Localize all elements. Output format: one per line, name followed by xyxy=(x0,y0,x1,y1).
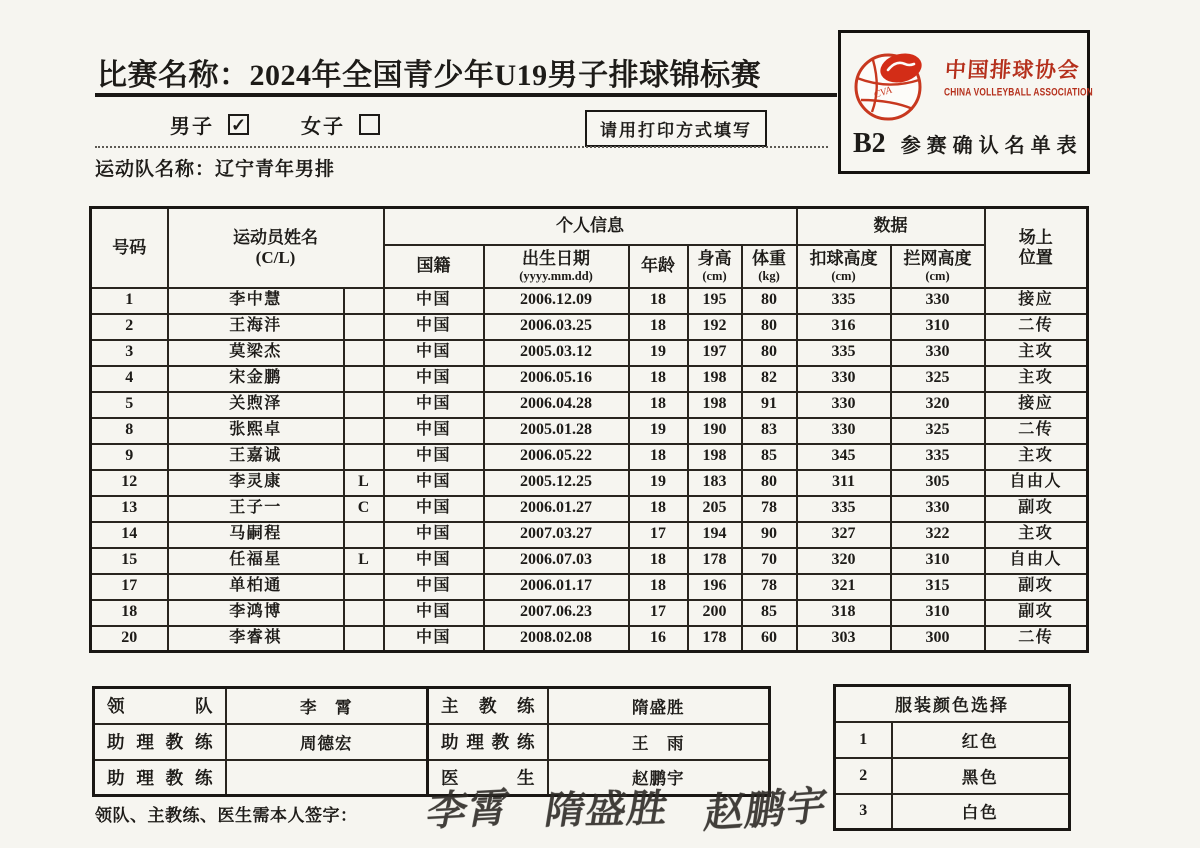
cell-number: 1 xyxy=(91,288,168,314)
roster-row xyxy=(91,288,1088,314)
cell-name: 王海沣 xyxy=(168,314,344,340)
cell-spike-height: 316 xyxy=(797,314,891,340)
cell-weight: 82 xyxy=(742,366,797,392)
cell-weight: 85 xyxy=(742,444,797,470)
cell-number: 13 xyxy=(91,496,168,522)
handwritten-signature: 赵鹏宇 xyxy=(701,782,831,837)
cell-height: 196 xyxy=(688,574,742,600)
uniform-option-number: 1 xyxy=(835,722,892,758)
cell-block-height: 325 xyxy=(891,366,985,392)
cell-weight: 80 xyxy=(742,314,797,340)
cell-weight: 60 xyxy=(742,626,797,652)
cell-spike-height: 311 xyxy=(797,470,891,496)
cell-name: 王嘉诚 xyxy=(168,444,344,470)
cell-position: 副攻 xyxy=(985,496,1088,522)
cell-name: 宋金鹏 xyxy=(168,366,344,392)
cell-number: 17 xyxy=(91,574,168,600)
uniform-color-table xyxy=(833,684,1071,831)
uniform-table-title: 服装颜色选择 xyxy=(835,686,1070,722)
cell-captain-libero xyxy=(344,626,384,652)
cell-captain-libero xyxy=(344,600,384,626)
cell-captain-libero xyxy=(344,522,384,548)
cell-birthdate: 2006.01.27 xyxy=(484,496,629,522)
staff-role-label: 领队 xyxy=(94,688,226,724)
cell-captain-libero: L xyxy=(344,548,384,574)
cell-weight: 70 xyxy=(742,548,797,574)
header-spike-height: 扣球高度 (cm) xyxy=(797,245,891,288)
volleyball-logo-icon xyxy=(851,46,929,124)
cell-name: 李灵康 xyxy=(168,470,344,496)
cell-birthdate: 2006.04.28 xyxy=(484,392,629,418)
cell-birthdate: 2007.06.23 xyxy=(484,600,629,626)
cell-birthdate: 2007.03.27 xyxy=(484,522,629,548)
cell-birthdate: 2006.05.22 xyxy=(484,444,629,470)
header-name: 运动员姓名 (C/L) xyxy=(168,208,384,288)
roster-row xyxy=(91,574,1088,600)
cell-age: 18 xyxy=(629,496,688,522)
roster-table xyxy=(89,206,1089,653)
cell-block-height: 335 xyxy=(891,444,985,470)
cell-captain-libero xyxy=(344,418,384,444)
cell-name: 单柏通 xyxy=(168,574,344,600)
cell-block-height: 310 xyxy=(891,548,985,574)
print-instruction-box: 请用打印方式填写 xyxy=(585,110,767,147)
cell-height: 198 xyxy=(688,366,742,392)
cell-captain-libero xyxy=(344,340,384,366)
cell-weight: 80 xyxy=(742,470,797,496)
handwritten-signature: 李霄 xyxy=(423,784,514,835)
roster-table-body xyxy=(91,288,1088,652)
cell-block-height: 310 xyxy=(891,314,985,340)
staff-role-label: 助理教练 xyxy=(94,760,226,796)
uniform-option-number: 2 xyxy=(835,758,892,794)
cell-birthdate: 2008.02.08 xyxy=(484,626,629,652)
roster-row xyxy=(91,470,1088,496)
cell-position: 副攻 xyxy=(985,600,1088,626)
cell-block-height: 330 xyxy=(891,288,985,314)
staff-role-value xyxy=(226,760,428,796)
cell-weight: 91 xyxy=(742,392,797,418)
cell-block-height: 300 xyxy=(891,626,985,652)
cell-weight: 78 xyxy=(742,496,797,522)
cell-age: 19 xyxy=(629,418,688,444)
cell-position: 主攻 xyxy=(985,522,1088,548)
association-name-cn: 中国排球协会 xyxy=(944,58,1081,82)
cell-nationality: 中国 xyxy=(384,522,484,548)
cell-position: 自由人 xyxy=(985,470,1088,496)
staff-role-label: 助理教练 xyxy=(94,724,226,760)
cell-birthdate: 2006.12.09 xyxy=(484,288,629,314)
cell-captain-libero: L xyxy=(344,470,384,496)
uniform-option-color: 红色 xyxy=(892,722,1070,758)
cell-weight: 83 xyxy=(742,418,797,444)
cell-birthdate: 2006.03.25 xyxy=(484,314,629,340)
cell-spike-height: 320 xyxy=(797,548,891,574)
cell-weight: 80 xyxy=(742,288,797,314)
cell-birthdate: 2005.01.28 xyxy=(484,418,629,444)
staff-role-value: 周德宏 xyxy=(226,724,428,760)
cell-captain-libero: C xyxy=(344,496,384,522)
cell-age: 18 xyxy=(629,288,688,314)
uniform-option-row xyxy=(835,758,1070,794)
cell-age: 18 xyxy=(629,314,688,340)
cell-name: 任福星 xyxy=(168,548,344,574)
cell-block-height: 330 xyxy=(891,340,985,366)
cell-nationality: 中国 xyxy=(384,314,484,340)
cell-number: 5 xyxy=(91,392,168,418)
roster-row xyxy=(91,600,1088,626)
cell-captain-libero xyxy=(344,288,384,314)
cell-number: 14 xyxy=(91,522,168,548)
cell-height: 198 xyxy=(688,444,742,470)
signature-instruction: 领队、主教练、医生需本人签字： xyxy=(95,806,358,825)
cell-position: 二传 xyxy=(985,314,1088,340)
cell-nationality: 中国 xyxy=(384,418,484,444)
association-name-en: CHINA VOLLEYBALL ASSOCIATION xyxy=(944,86,1093,98)
cell-nationality: 中国 xyxy=(384,574,484,600)
cell-number: 18 xyxy=(91,600,168,626)
cell-birthdate: 2005.03.12 xyxy=(484,340,629,366)
staff-role-label: 医生 xyxy=(428,760,548,796)
uniform-option-number: 3 xyxy=(835,794,892,830)
header-number: 号码 xyxy=(91,208,168,288)
cell-position: 副攻 xyxy=(985,574,1088,600)
cell-height: 198 xyxy=(688,392,742,418)
staff-role-value: 李 霄 xyxy=(226,688,428,724)
cell-block-height: 325 xyxy=(891,418,985,444)
cell-age: 16 xyxy=(629,626,688,652)
cell-height: 194 xyxy=(688,522,742,548)
roster-row xyxy=(91,314,1088,340)
cell-captain-libero xyxy=(344,392,384,418)
uniform-option-row xyxy=(835,794,1070,830)
cell-height: 178 xyxy=(688,626,742,652)
roster-row xyxy=(91,392,1088,418)
cell-age: 19 xyxy=(629,470,688,496)
cell-number: 8 xyxy=(91,418,168,444)
form-name: 参赛确认名单表 xyxy=(900,135,1083,157)
header-nationality: 国籍 xyxy=(384,245,484,288)
male-checkbox[interactable] xyxy=(228,114,249,135)
cell-spike-height: 330 xyxy=(797,366,891,392)
male-label: 男子 xyxy=(170,116,214,138)
cell-spike-height: 335 xyxy=(797,496,891,522)
cell-weight: 90 xyxy=(742,522,797,548)
cell-position: 主攻 xyxy=(985,444,1088,470)
page-title: 比赛名称：2024年全国青少年U19男子排球锦标赛 xyxy=(97,59,762,92)
cell-block-height: 305 xyxy=(891,470,985,496)
check-icon: ✓ xyxy=(230,114,247,135)
cell-number: 20 xyxy=(91,626,168,652)
cell-nationality: 中国 xyxy=(384,626,484,652)
cell-name: 李中慧 xyxy=(168,288,344,314)
cell-name: 李睿祺 xyxy=(168,626,344,652)
uniform-option-row xyxy=(835,722,1070,758)
cell-spike-height: 335 xyxy=(797,340,891,366)
roster-row xyxy=(91,548,1088,574)
title-underline xyxy=(95,93,837,97)
cell-height: 183 xyxy=(688,470,742,496)
cell-age: 18 xyxy=(629,548,688,574)
female-checkbox[interactable] xyxy=(359,114,380,135)
cell-spike-height: 330 xyxy=(797,392,891,418)
dotted-divider xyxy=(95,146,828,148)
roster-row xyxy=(91,340,1088,366)
cell-block-height: 315 xyxy=(891,574,985,600)
cell-number: 12 xyxy=(91,470,168,496)
cell-nationality: 中国 xyxy=(384,288,484,314)
cell-captain-libero xyxy=(344,444,384,470)
header-height: 身高 (cm) xyxy=(688,245,742,288)
cell-birthdate: 2005.12.25 xyxy=(484,470,629,496)
signature-row xyxy=(423,778,831,837)
cell-nationality: 中国 xyxy=(384,392,484,418)
cell-spike-height: 330 xyxy=(797,418,891,444)
cell-height: 200 xyxy=(688,600,742,626)
cell-weight: 85 xyxy=(742,600,797,626)
cell-number: 4 xyxy=(91,366,168,392)
cell-age: 17 xyxy=(629,522,688,548)
cell-number: 15 xyxy=(91,548,168,574)
cell-spike-height: 335 xyxy=(797,288,891,314)
roster-row xyxy=(91,366,1088,392)
cell-height: 205 xyxy=(688,496,742,522)
cell-age: 18 xyxy=(629,574,688,600)
cell-spike-height: 327 xyxy=(797,522,891,548)
uniform-option-color: 白色 xyxy=(892,794,1070,830)
cell-position: 接应 xyxy=(985,392,1088,418)
cell-nationality: 中国 xyxy=(384,340,484,366)
staff-role-label: 主教练 xyxy=(428,688,548,724)
cell-name: 莫梁杰 xyxy=(168,340,344,366)
roster-row xyxy=(91,418,1088,444)
cell-captain-libero xyxy=(344,314,384,340)
cell-age: 18 xyxy=(629,392,688,418)
handwritten-signature: 隋盛胜 xyxy=(542,786,672,832)
cell-name: 关煦泽 xyxy=(168,392,344,418)
cell-height: 190 xyxy=(688,418,742,444)
cell-block-height: 330 xyxy=(891,496,985,522)
cell-name: 李鸿博 xyxy=(168,600,344,626)
cell-captain-libero xyxy=(344,574,384,600)
cell-captain-libero xyxy=(344,366,384,392)
cell-spike-height: 321 xyxy=(797,574,891,600)
staff-role-value: 王 雨 xyxy=(548,724,770,760)
cell-block-height: 310 xyxy=(891,600,985,626)
header-data-group: 数据 xyxy=(797,208,985,245)
cell-position: 主攻 xyxy=(985,366,1088,392)
form-code: B2 xyxy=(853,128,886,159)
cell-name: 王子一 xyxy=(168,496,344,522)
roster-row xyxy=(91,444,1088,470)
cell-age: 18 xyxy=(629,366,688,392)
cell-position: 二传 xyxy=(985,418,1088,444)
cell-birthdate: 2006.05.16 xyxy=(484,366,629,392)
cell-position: 主攻 xyxy=(985,340,1088,366)
team-name-line: 运动队名称：辽宁青年男排 xyxy=(95,159,336,180)
header-personal-group: 个人信息 xyxy=(384,208,797,245)
cell-position: 二传 xyxy=(985,626,1088,652)
cell-birthdate: 2006.01.17 xyxy=(484,574,629,600)
cell-position: 自由人 xyxy=(985,548,1088,574)
cell-height: 192 xyxy=(688,314,742,340)
cell-number: 9 xyxy=(91,444,168,470)
roster-row xyxy=(91,522,1088,548)
cell-spike-height: 303 xyxy=(797,626,891,652)
roster-row xyxy=(91,626,1088,652)
cell-height: 195 xyxy=(688,288,742,314)
cell-spike-height: 345 xyxy=(797,444,891,470)
cell-number: 2 xyxy=(91,314,168,340)
staff-role-value: 赵鹏宇 xyxy=(548,760,770,796)
header-age: 年龄 xyxy=(629,245,688,288)
roster-row xyxy=(91,496,1088,522)
cell-weight: 78 xyxy=(742,574,797,600)
female-label: 女子 xyxy=(301,116,345,138)
cell-height: 178 xyxy=(688,548,742,574)
svg-text:CVA: CVA xyxy=(872,84,894,101)
association-header-box xyxy=(838,30,1093,174)
cell-nationality: 中国 xyxy=(384,548,484,574)
cell-nationality: 中国 xyxy=(384,600,484,626)
cell-block-height: 320 xyxy=(891,392,985,418)
uniform-option-color: 黑色 xyxy=(892,758,1070,794)
header-weight: 体重 (kg) xyxy=(742,245,797,288)
cell-age: 18 xyxy=(629,444,688,470)
cell-age: 19 xyxy=(629,340,688,366)
gender-row xyxy=(170,110,380,139)
cell-position: 接应 xyxy=(985,288,1088,314)
staff-role-value: 隋盛胜 xyxy=(548,688,770,724)
cell-weight: 80 xyxy=(742,340,797,366)
staff-row xyxy=(94,724,770,760)
cell-age: 17 xyxy=(629,600,688,626)
header-position: 场上 位置 xyxy=(985,208,1088,288)
cell-number: 3 xyxy=(91,340,168,366)
cell-nationality: 中国 xyxy=(384,366,484,392)
cell-nationality: 中国 xyxy=(384,496,484,522)
header-block-height: 拦网高度 (cm) xyxy=(891,245,985,288)
form-code-row xyxy=(853,128,1083,160)
staff-row xyxy=(94,688,770,724)
cell-nationality: 中国 xyxy=(384,470,484,496)
cell-block-height: 322 xyxy=(891,522,985,548)
cell-birthdate: 2006.07.03 xyxy=(484,548,629,574)
cell-nationality: 中国 xyxy=(384,444,484,470)
cell-spike-height: 318 xyxy=(797,600,891,626)
cell-name: 张熙卓 xyxy=(168,418,344,444)
cell-height: 197 xyxy=(688,340,742,366)
staff-role-label: 助理教练 xyxy=(428,724,548,760)
header-birthdate: 出生日期 (yyyy.mm.dd) xyxy=(484,245,629,288)
cell-name: 马嗣程 xyxy=(168,522,344,548)
